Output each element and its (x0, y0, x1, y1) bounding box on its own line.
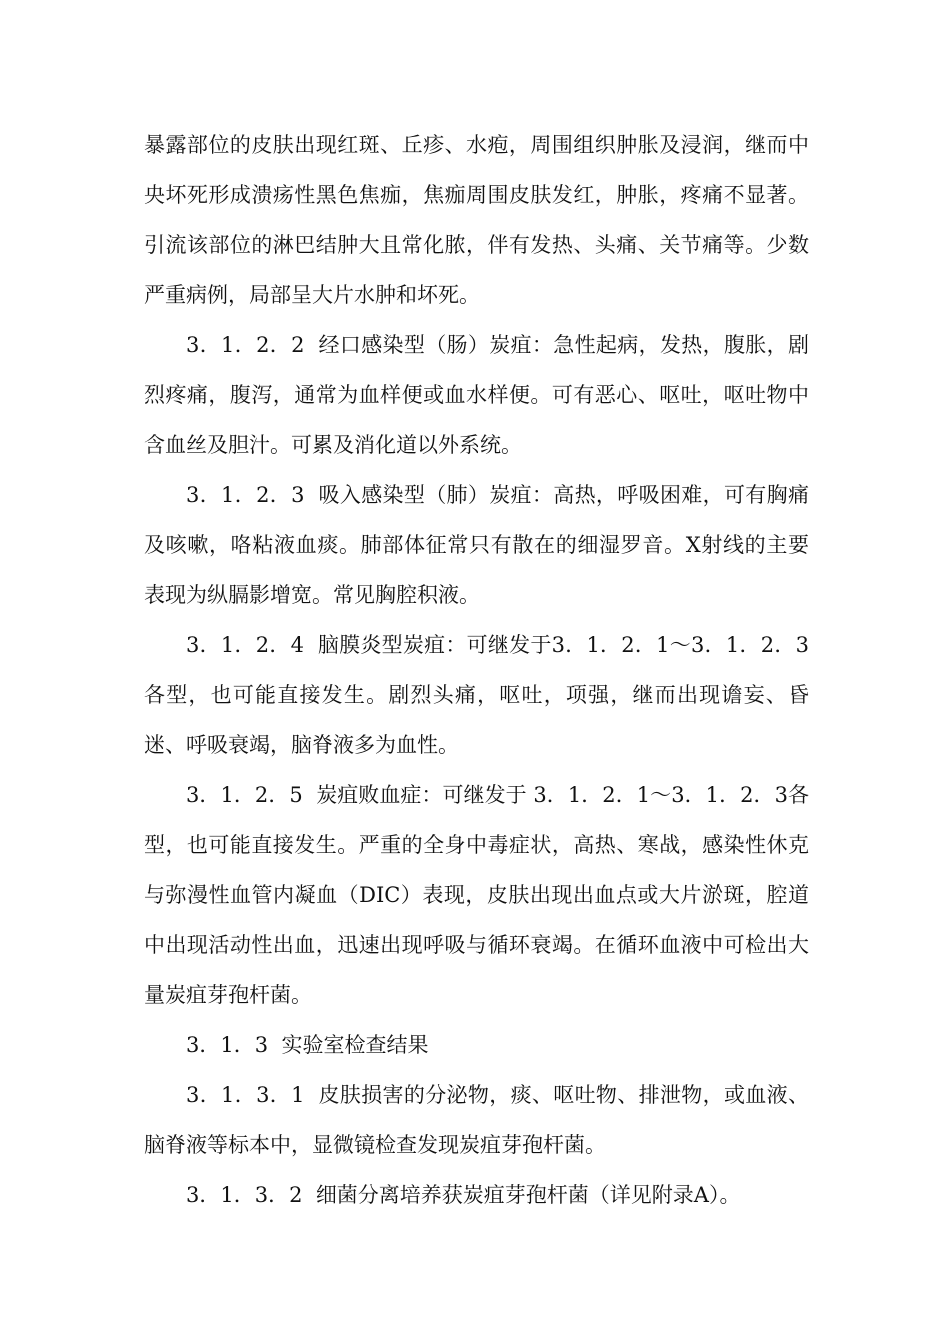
paragraph-text: 脑膜炎型炭疽：可继发于3．1．2．1～3．1．2．3各型，也可能直接发生。剧烈头痛，呕吐，项强，继而出现谵妄、昏迷、呼吸衰竭，脑脊液多为血性。 (144, 633, 809, 757)
paragraph-3-1-2-3 (144, 470, 809, 620)
document-body (144, 120, 809, 1220)
paragraph-text: 细菌分离培养获炭疽芽孢杆菌（详见附录A）。 (315, 1183, 741, 1207)
section-number: 3．1．3 (186, 1033, 269, 1057)
heading-3-1-3 (144, 1020, 809, 1070)
paragraph-3-1-2-5 (144, 770, 809, 1020)
paragraph-3-1-2-4 (144, 620, 809, 770)
section-number: 3．1．2．4 (186, 633, 304, 657)
paragraph-continued-symptoms (144, 120, 809, 320)
section-number: 3．1．3．2 (186, 1183, 303, 1207)
paragraph-3-1-3-2 (144, 1170, 809, 1220)
paragraph-3-1-3-1 (144, 1070, 809, 1170)
paragraph-text: 经口感染型（肠）炭疽：急性起病，发热，腹胀，剧烈疼痛，腹泻，通常为血样便或血水样便。可有恶心、呕吐，呕吐物中含血丝及胆汁。可累及消化道以外系统。 (144, 333, 809, 457)
paragraph-text: 皮肤损害的分泌物，痰、呕吐物、排泄物，或血液、脑脊液等标本中，显微镜检查发现炭疽芽孢杆菌。 (144, 1083, 809, 1157)
section-number: 3．1．2．5 (186, 783, 303, 807)
paragraph-text: 炭疽败血症：可继发于 3．1．2．1～3．1．2．3各型，也可能直接发生。严重的全身中毒症状，高热、寒战，感染性休克与弥漫性血管内凝血（DIC）表现，皮肤出现出血点或大片淤斑，腔道中出现活动性出血，迅速出现呼吸与循环衰竭。在循环血液中可检出大量炭疽芽孢杆菌。 (144, 783, 809, 1007)
paragraph-text: 暴露部位的皮肤出现红斑、丘疹、水疱，周围组织肿胀及浸润，继而中央坏死形成溃疡性黑色焦痂，焦痂周围皮肤发红，肿胀，疼痛不显著。引流该部位的淋巴结肿大且常化脓，伴有发热、头痛、关节痛等。少数严重病例，局部呈大片水肿和坏死。 (144, 133, 809, 307)
section-number: 3．1．2．2 (186, 333, 305, 357)
section-number: 3．1．2．3 (186, 483, 305, 507)
section-heading: 实验室检查结果 (281, 1033, 429, 1057)
paragraph-text: 吸入感染型（肺）炭疽：高热，呼吸困难，可有胸痛及咳嗽，咯粘液血痰。肺部体征常只有散在的细湿罗音。X射线的主要表现为纵膈影增宽。常见胸腔积液。 (144, 483, 809, 607)
section-number: 3．1．3．1 (186, 1083, 305, 1107)
paragraph-3-1-2-2 (144, 320, 809, 470)
